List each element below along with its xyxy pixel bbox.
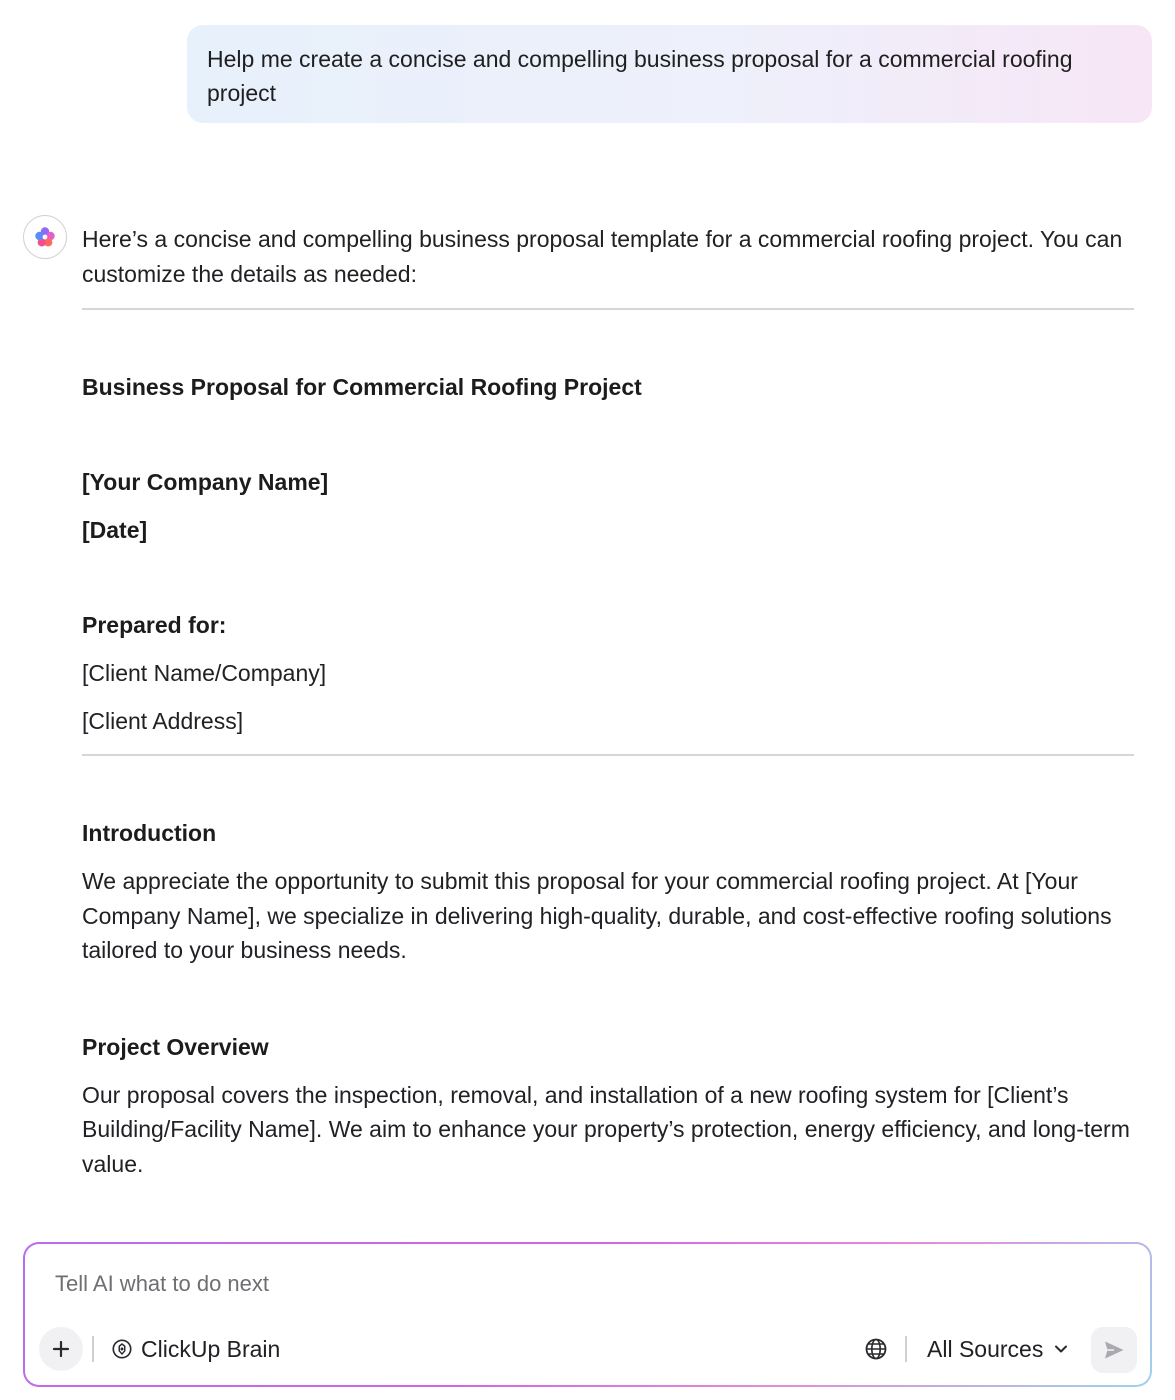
plus-icon bbox=[51, 1339, 71, 1359]
globe-icon bbox=[864, 1337, 888, 1361]
chevron-down-icon bbox=[1053, 1341, 1069, 1357]
section-body-project-overview: Our proposal covers the inspection, removal, and installation of a new roofing system for [Client’s Building/Facility Name]. We aim to enhance your property’s protection, energy efficiency, and long-term value. bbox=[82, 1081, 1130, 1177]
prepared-for-label: Prepared for: bbox=[82, 612, 227, 638]
company-name: [Your Company Name] bbox=[82, 469, 329, 495]
toolbar-separator bbox=[905, 1336, 907, 1362]
ai-response bbox=[82, 222, 1134, 1181]
client-name: [Client Name/Company] bbox=[82, 660, 327, 686]
divider bbox=[82, 754, 1134, 756]
brain-icon bbox=[111, 1338, 133, 1360]
clickup-brain-label: ClickUp Brain bbox=[141, 1335, 281, 1362]
web-search-button[interactable] bbox=[861, 1334, 891, 1364]
section-heading-introduction: Introduction bbox=[82, 820, 217, 846]
ai-intro-text: Here’s a concise and compelling business proposal template for a commercial roofing project. You can customize the details as needed: bbox=[82, 226, 1123, 287]
section-heading-project-overview: Project Overview bbox=[82, 1033, 269, 1060]
divider bbox=[82, 308, 1134, 310]
proposal-title: Business Proposal for Commercial Roofing Project bbox=[82, 374, 642, 400]
toolbar-separator bbox=[92, 1336, 94, 1362]
composer bbox=[23, 1242, 1152, 1387]
section-body-introduction: We appreciate the opportunity to submit this proposal for your commercial roofing project. At [Your Company Name], we specialize in delivering high-quality, durable, and cost-effective roofing solutions tailored to your business needs. bbox=[82, 868, 1112, 963]
client-address: [Client Address] bbox=[82, 708, 244, 734]
ai-avatar bbox=[23, 215, 67, 259]
composer-inner bbox=[25, 1244, 1150, 1385]
clickup-brain-icon bbox=[33, 225, 57, 249]
send-button[interactable] bbox=[1091, 1327, 1137, 1373]
user-message-text: Help me create a concise and compelling business proposal for a commercial roofing project bbox=[207, 46, 1073, 106]
all-sources-label: All Sources bbox=[927, 1335, 1044, 1362]
proposal-date: [Date] bbox=[82, 517, 148, 543]
user-message-bubble bbox=[187, 25, 1152, 123]
prompt-input[interactable] bbox=[55, 1268, 1055, 1300]
send-icon bbox=[1102, 1338, 1126, 1362]
clickup-brain-button[interactable] bbox=[111, 1332, 280, 1366]
all-sources-dropdown[interactable] bbox=[927, 1332, 1069, 1366]
add-button[interactable] bbox=[39, 1327, 83, 1371]
